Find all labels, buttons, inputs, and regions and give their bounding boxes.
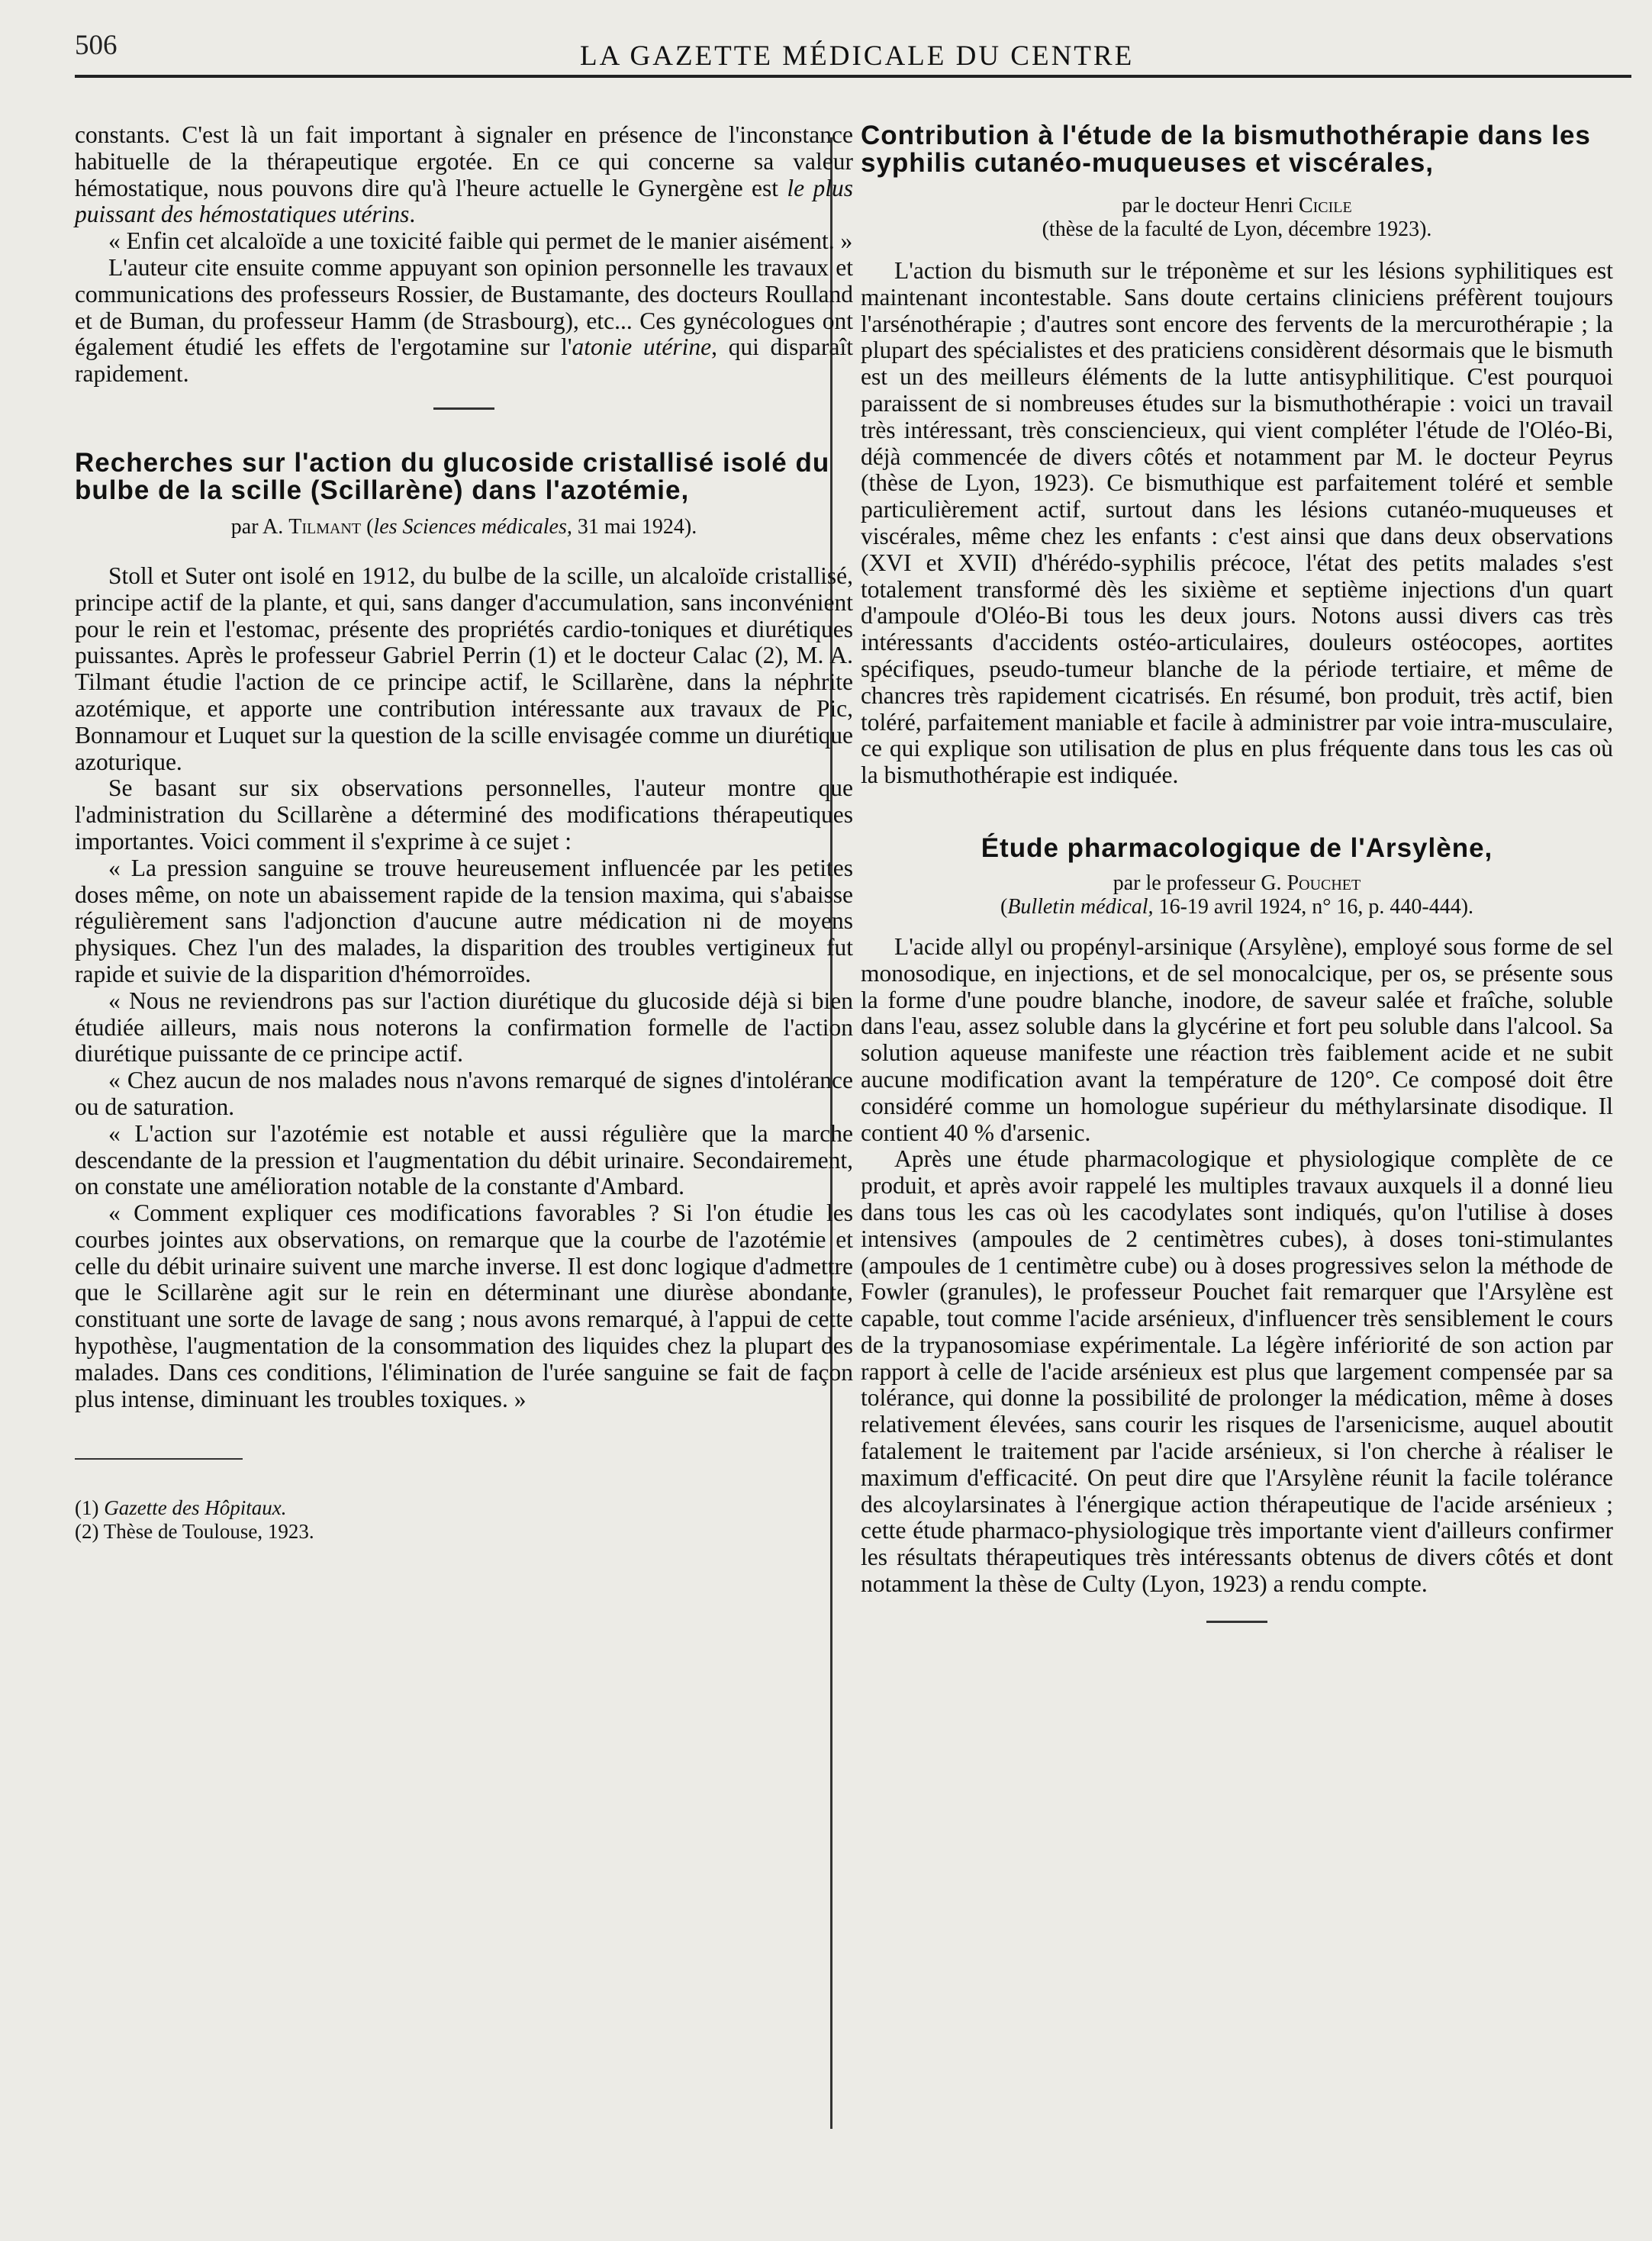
- page-number: 506: [75, 30, 118, 61]
- article-title: Étude pharmacologique de l'Arsylène,: [981, 832, 1493, 863]
- article-paragraph: Après une étude pharmacologique et physiologique complète de ce produit, et après avoir rappelé les multiples travaux auxquels il a donné lieu dans tous les cas où les cacodylates sont indiqués, qu'on l'utilise à doses intensives (ampoules de 2 centimètres cubes), à doses toni-stimulantes (ampoules de 1 centimètre cube) ou à doses progressives selon la méthode de Fowler (granules), le professeur Pouchet fait remarquer que l'Arsylène est capable, tout comme l'acide arsénieux, d'influencer très sensiblement le cours de la trypanosomiase expérimentale. La légère infériorité de son action par rapport à celle de l'acide arsénieux est plus que largement compensée par sa tolérance, qui donne la possibilité de prolonger la médication, même à doses relativement élevées, sans courir les risques de l'arsenicisme, auquel aboutit fatalement le traitement par l'acide arsénieux, si l'on cherche à réaliser le maximum d'efficacité. On peut dire que l'Arsylène réunit la facile tolérance des alcoylarsinates à l'énergique action thérapeutique de l'acide arsénieux ; cette étude pharmaco-physiologique très importante vient d'ailleurs confirmer les résultats thérapeutiques très intéressants obtenus de divers côtés et dont notamment la thèse de Culty (Lyon, 1923) a rendu compte.: [861, 1145, 1613, 1598]
- continued-paragraph: « Enfin cet alcaloïde a une toxicité faible qui permet de le manier aisément. »: [108, 227, 853, 255]
- left-column: [75, 122, 853, 2182]
- running-head: LA GAZETTE MÉDICALE DU CENTRE: [580, 40, 1135, 72]
- article-paragraph: L'action du bismuth sur le tréponème et sur les lésions syphilitiques est maintenant incontestable. Sans doute certains cliniciens préfèrent toujours l'arsénothérapie ; d'autres sont encore des fervents de la mercurothérapie ; la plupart des spécialistes et des praticiens considèrent désormais que le bismuth est un des meilleurs éléments de la lutte antisyphilitique. C'est pourquoi paraissent de si nombreuses études sur la bismuthothérapie : voici un travail très intéressant, très consciencieux, qui vient compléter l'étude de l'Oléo-Bi, déjà commencée de divers côtés et notamment par M. le docteur Peyrus (thèse de Lyon, 1923). Ce bismuthique est parfaitement toléré et semble particulièrement actif, surtout dans les lésions cutanéo-muqueuses et viscérales, même chez les enfants : c'est ainsi que dans deux observations (XVI et XVII) d'hérédo-syphilis précoce, l'état des petits malades s'est totalement transformé dès les sixième et septième injections d'un quart d'ampoule d'Oléo-Bi tous les deux jours. Notons aussi divers cas très intéressants d'accidents ostéo-articulaires, douleurs ostéocopes, aortites spécifiques, pseudo-tumeur blanche de la période tertiaire, et même de chancres très rapidement cicatrisés. En résumé, bon produit, très actif, bien toléré, parfaitement maniable et facile à administrer par voie intra-musculaire, ce qui explique son utilisation de plus en plus fréquente dans tous les cas où la bismuthothérapie est indiquée.: [861, 257, 1613, 789]
- article-paragraph: « Nous ne reviendrons pas sur l'action diurétique du glucoside déjà si bien étudiée ailleurs, mais nous noterons la confirmation formelle de l'action diurétique puissante de ce principe actif.: [75, 987, 853, 1067]
- article-paragraph: Stoll et Suter ont isolé en 1912, du bulbe de la scille, un alcaloïde cristallisé, principe actif de la plante, et qui, sans danger d'accumulation, sans inconvénient pour le rein et l'estomac, présente des propriétés cardio-toniques et diurétiques puissantes. Après le professeur Gabriel Perrin (1) et le docteur Calac (2), M. A. Tilmant étudie l'action de ce principe actif, le Scillarène, dans la néphrite azotémique, et apporte une contribution intéressante aux travaux de Pic, Bonnamour et Luquet sur la question de la scille envisagée comme un diurétique azoturique.: [75, 562, 853, 775]
- header-rule: [75, 75, 1631, 78]
- article-title: Recherches sur l'action du glucoside cristallisé isolé du bulbe de la scille (Scillarène) dans l'azotémie,: [75, 447, 830, 505]
- article-paragraph: Se basant sur six observations personnelles, l'auteur montre que l'administration du Scillarène a déterminé des modifications thérapeutiques importantes. Voici comment il s'exprime à ce sujet :: [75, 774, 853, 855]
- article-paragraph: « L'action sur l'azotémie est notable et aussi régulière que la marche descendante de la pression et l'augmentation du débit urinaire. Secondairement, on constate une amélioration notable de la constante d'Ambard.: [75, 1119, 853, 1200]
- article-paragraph: « Comment expliquer ces modifications favorables ? Si l'on étudie les courbes jointes aux observations, on remarque que la courbe de l'azotémie et celle du débit urinaire suivent une marche inverse. Il est donc logique d'admettre que le Scillarène agit sur le rein en déterminant une diurèse abondante, constituant une sorte de lavage de sang ; nous avons remarqué, à l'appui de cette hypothèse, l'augmentation de la consommation des liquides chez la plupart des malades. Dans ces conditions, l'élimination de l'urée sanguine se fait de façon plus intense, diminuant les troubles toxiques. »: [75, 1199, 853, 1412]
- right-column: [861, 122, 1613, 2182]
- footnote: (2) Thèse de Toulouse, 1923.: [75, 1520, 314, 1544]
- continued-paragraph: constants. C'est là un fait important à signaler en présence de l'inconstance habituelle de la thérapeutique ergotée. En ce qui concerne sa valeur hémostatique, nous pouvons dire qu'à l'heure actuelle le Gynergène est le plus puissant des hémostatiques utérins.: [75, 121, 853, 228]
- article-byline: par le professeur G. Pouchet: [1113, 871, 1361, 895]
- article-title: Contribution à l'étude de la bismuthothérapie dans les syphilis cutanéo-muqueuses et viscérales,: [861, 121, 1591, 178]
- article-note: (thèse de la faculté de Lyon, décembre 1923).: [1042, 217, 1432, 241]
- article-paragraph: « Chez aucun de nos malades nous n'avons remarqué de signes d'intolérance ou de saturation.: [75, 1067, 853, 1120]
- article-byline: par le docteur Henri Cicile: [1122, 194, 1352, 217]
- article-source: (Bulletin médical, 16-19 avril 1924, n° 16, p. 440-444).: [1000, 894, 1474, 919]
- continued-paragraph: L'auteur cite ensuite comme appuyant son opinion personnelle les travaux et communications des professeurs Rossier, de Bustamante, des docteurs Roulland et de Buman, du professeur Hamm (de Strasbourg), etc... Ces gynécologues ont également étudié les effets de l'ergotamine sur l'atonie utérine, qui disparaît rapidement.: [75, 253, 853, 388]
- section-separator: [1206, 1621, 1267, 1623]
- footnote: (1) Gazette des Hôpitaux.: [75, 1496, 287, 1520]
- article-byline: par A. Tilmant (les Sciences médicales, 31 mai 1924).: [230, 514, 697, 539]
- article-paragraph: « La pression sanguine se trouve heureusement influencée par les petites doses même, on note un abaissement rapide de la tension maxima, qui s'abaisse régulièrement sans l'adjonction d'aucune autre médication ni de moyens physiques. Chez l'un des malades, la disparition des troubles vertigineux fut rapide et suivie de la disparition d'hémorroïdes.: [75, 854, 853, 987]
- article-paragraph: L'acide allyl ou propényl-arsinique (Arsylène), employé sous forme de sel monosodique, en injections, et de sel monocalcique, per os, se présente sous la forme d'une poudre blanche, inodore, de saveur salée et fraîche, soluble dans l'eau, assez soluble dans la glycérine et fort peu soluble dans l'alcool. Sa solution aqueuse manifeste une réaction très faiblement acide et ne subit aucune modification avant la température de 120°. Ce composé doit être considéré comme un homologue supérieur du méthylarsinate disodique. Il contient 40 % d'arsenic.: [861, 932, 1613, 1146]
